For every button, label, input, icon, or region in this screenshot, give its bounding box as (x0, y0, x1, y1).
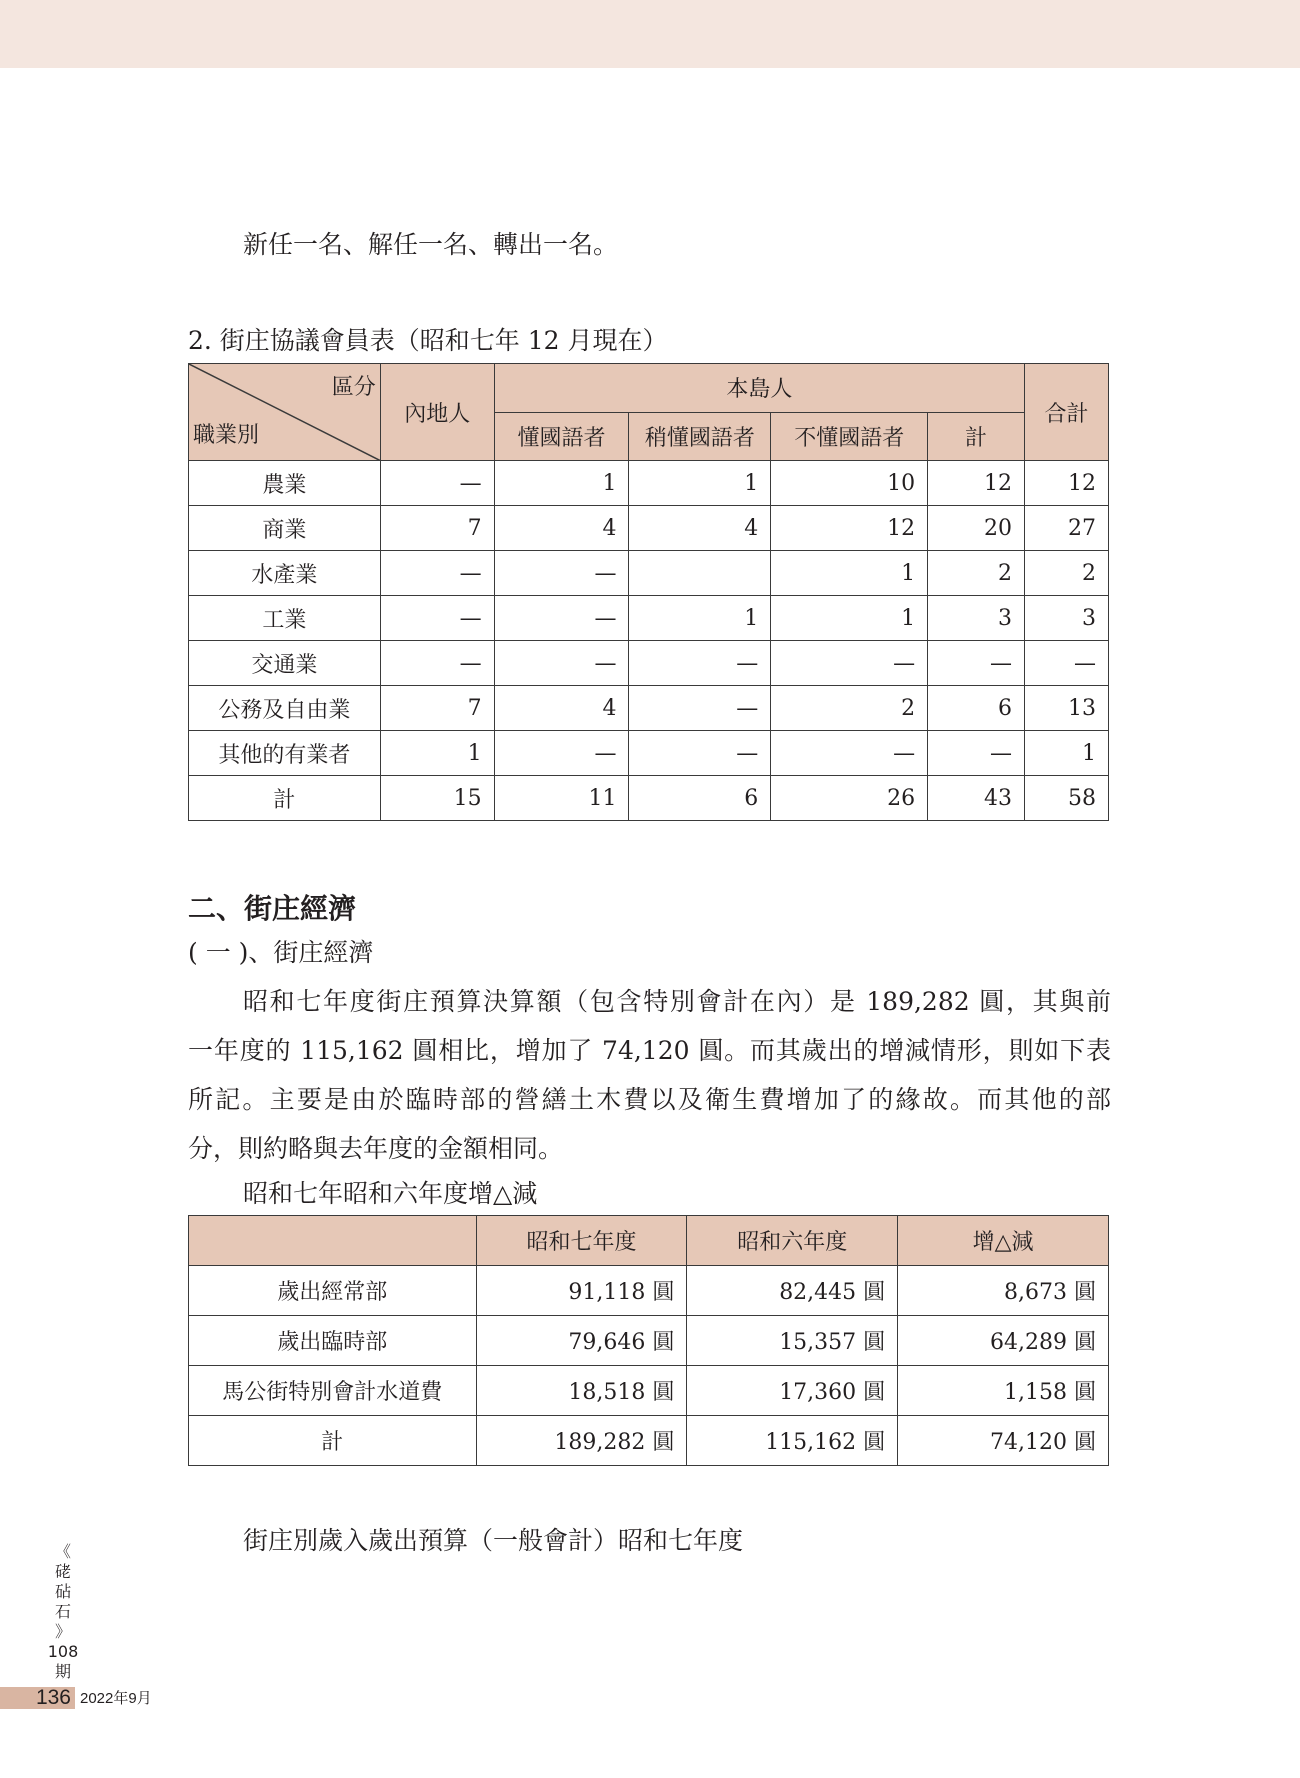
journal-char: 砧 (54, 1582, 71, 1601)
next-table-caption: 街庄別歲入歲出預算（一般會計）昭和七年度 (243, 1526, 744, 1555)
journal-vertical-label (41, 1542, 85, 1682)
row-label: 馬公街特別會計水道費 (189, 1366, 477, 1416)
cell-value: 12 (928, 461, 1025, 506)
journal-char: 》 (54, 1622, 71, 1641)
journal-issue: 108 (47, 1642, 79, 1661)
table2-caption: 昭和七年昭和六年度增△減 (243, 1179, 538, 1208)
table-row (189, 551, 1109, 596)
cell-value: 91,118 圓 (476, 1266, 687, 1316)
cell-value: 12 (1025, 461, 1109, 506)
cell-value: — (380, 551, 494, 596)
table-row (189, 1316, 1109, 1366)
cell-value: 1 (494, 461, 629, 506)
cell-value: 79,646 圓 (476, 1316, 687, 1366)
subsection-heading: ( 一 )、街庄經濟 (188, 938, 374, 967)
page-number: 136 (0, 1687, 75, 1709)
cell-value: — (380, 461, 494, 506)
cell-value: — (1025, 641, 1109, 686)
journal-char: 《 (54, 1542, 71, 1561)
row-label: 農業 (189, 461, 381, 506)
cell-value: 1 (1025, 731, 1109, 776)
cell-value: 2 (928, 551, 1025, 596)
header-naichi: 內地人 (380, 364, 494, 461)
cell-value: 6 (928, 686, 1025, 731)
corner-header-cell (189, 364, 381, 461)
journal-char: 硓 (54, 1562, 71, 1581)
cell-value: 17,360 圓 (687, 1366, 898, 1416)
cell-value: — (494, 551, 629, 596)
cell-value: 58 (1025, 776, 1109, 821)
cell-value: 82,445 圓 (687, 1266, 898, 1316)
header-showa6: 昭和六年度 (687, 1216, 898, 1266)
cell-value: 74,120 圓 (898, 1416, 1109, 1466)
cell-value: 43 (928, 776, 1025, 821)
cell-value: 64,289 圓 (898, 1316, 1109, 1366)
cell-value: — (629, 686, 771, 731)
cell-value: 1,158 圓 (898, 1366, 1109, 1416)
corner-bottom-label: 職業別 (193, 423, 260, 448)
body-paragraph (188, 977, 1111, 1173)
cell-value: 189,282 圓 (476, 1416, 687, 1466)
row-label: 歲出經常部 (189, 1266, 477, 1316)
paragraph-line: 分，則約略與去年度的金額相同。 (188, 1134, 564, 1163)
cell-value: — (380, 641, 494, 686)
cell-value: 20 (928, 506, 1025, 551)
cell-value: 12 (771, 506, 928, 551)
table-row (189, 596, 1109, 641)
cell-value: — (629, 641, 771, 686)
header-change: 增△減 (898, 1216, 1109, 1266)
cell-value: 1 (629, 596, 771, 641)
cell-value: 1 (380, 731, 494, 776)
row-label: 公務及自由業 (189, 686, 381, 731)
intro-line: 新任一名、解任一名、轉出一名。 (243, 230, 619, 259)
cell-value (629, 551, 771, 596)
row-label: 歲出臨時部 (189, 1316, 477, 1366)
expenditure-comparison-table (188, 1215, 1109, 1466)
header-hontou-group: 本島人 (494, 364, 1024, 413)
cell-value: 10 (771, 461, 928, 506)
row-label: 其他的有業者 (189, 731, 381, 776)
cell-value: 11 (494, 776, 629, 821)
header-blank (189, 1216, 477, 1266)
table1-title: 2. 街庄協議會員表（昭和七年 12 月現在） (188, 326, 668, 355)
cell-value: 4 (494, 506, 629, 551)
table-row (189, 686, 1109, 731)
paragraph-line: 一年度的 115,162 圓相比，增加了 74,120 圓。而其歲出的增減情形，則如下表 (188, 1036, 1111, 1065)
council-members-table (188, 363, 1109, 821)
cell-value: 4 (494, 686, 629, 731)
cell-value: 3 (1025, 596, 1109, 641)
row-label: 商業 (189, 506, 381, 551)
cell-value: 6 (629, 776, 771, 821)
cell-value: 115,162 圓 (687, 1416, 898, 1466)
row-label: 交通業 (189, 641, 381, 686)
header-sub-1: 懂國語者 (494, 412, 629, 461)
table-row (189, 506, 1109, 551)
paragraph-line: 昭和七年度街庄預算決算額（包含特別會計在內）是 189,282 圓，其與前 (243, 987, 1111, 1016)
cell-value: — (928, 731, 1025, 776)
table-row (189, 731, 1109, 776)
table-row (189, 1416, 1109, 1466)
cell-value: 3 (928, 596, 1025, 641)
cell-value: — (494, 641, 629, 686)
cell-value: 1 (771, 596, 928, 641)
header-showa7: 昭和七年度 (476, 1216, 687, 1266)
section-heading: 二、街庄經濟 (188, 892, 357, 925)
header-sub-3: 不懂國語者 (771, 412, 928, 461)
cell-value: 2 (1025, 551, 1109, 596)
issue-date: 2022年9月 (80, 1690, 152, 1707)
row-label: 計 (189, 1416, 477, 1466)
header-sub-4: 計 (928, 412, 1025, 461)
header-sub-2: 稍懂國語者 (629, 412, 771, 461)
cell-value: — (494, 596, 629, 641)
cell-value: — (928, 641, 1025, 686)
cell-value: — (771, 731, 928, 776)
cell-value: 4 (629, 506, 771, 551)
table-row (189, 1366, 1109, 1416)
cell-value: 26 (771, 776, 928, 821)
table-row (189, 776, 1109, 821)
cell-value: 15 (380, 776, 494, 821)
table-row (189, 1266, 1109, 1316)
row-label: 工業 (189, 596, 381, 641)
cell-value: 13 (1025, 686, 1109, 731)
table-row (189, 641, 1109, 686)
journal-char: 石 (54, 1602, 71, 1621)
row-label: 水產業 (189, 551, 381, 596)
cell-value: 1 (629, 461, 771, 506)
cell-value: 7 (380, 506, 494, 551)
row-label: 計 (189, 776, 381, 821)
cell-value: — (771, 641, 928, 686)
cell-value: 2 (771, 686, 928, 731)
cell-value: 27 (1025, 506, 1109, 551)
corner-top-label: 區分 (331, 375, 376, 400)
cell-value: — (629, 731, 771, 776)
cell-value: — (494, 731, 629, 776)
cell-value: 18,518 圓 (476, 1366, 687, 1416)
journal-char: 期 (54, 1662, 71, 1681)
cell-value: 15,357 圓 (687, 1316, 898, 1366)
cell-value: 8,673 圓 (898, 1266, 1109, 1316)
cell-value: 7 (380, 686, 494, 731)
table-row (189, 461, 1109, 506)
cell-value: 1 (771, 551, 928, 596)
header-total: 合計 (1025, 364, 1109, 461)
cell-value: — (380, 596, 494, 641)
paragraph-line: 所記。主要是由於臨時部的營繕土木費以及衛生費增加了的緣故。而其他的部 (188, 1085, 1111, 1114)
top-band (0, 0, 1300, 68)
